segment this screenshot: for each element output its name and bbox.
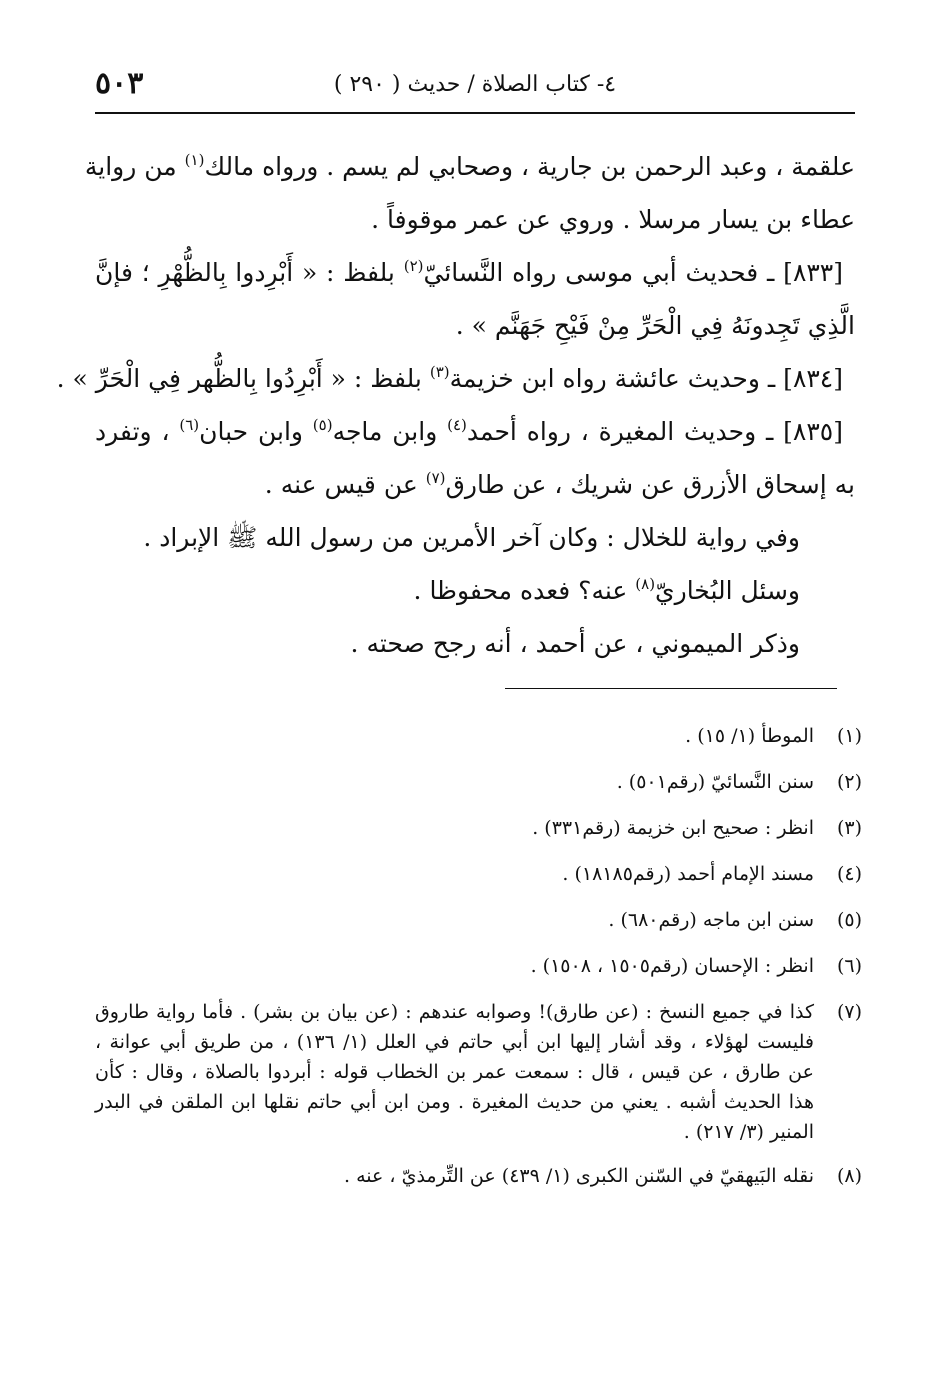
footnote-line: هذا الحديث أشبه . يعني من حديث المغيرة . ومن ابن أبي حاتم نقلها ابن الملقن في البدر xyxy=(95,1091,814,1113)
text-line: [٨٣٥] ـ وحديث المغيرة ، رواه أحمد$^{(٤)}$ وابن ماجه$^{(٥)}$ وابن حبان$^{(٦)}$ ، وتفرد xyxy=(95,416,843,446)
page-number: ٥٠٣ xyxy=(95,66,144,101)
footnote-line: فليست لهؤلاء ، وقد أشار إليها ابن أبي حاتم في العلل (١/ ١٣٦) ، من طريق أبي عوانة ، xyxy=(95,1031,814,1053)
footnote xyxy=(95,989,862,1147)
footnote-text: مسند الإمام أحمد (رقم١٨١٨٥) . xyxy=(562,863,814,885)
footnote xyxy=(95,759,862,805)
text-line: علقمة ، وعبد الرحمن بن جارية ، وصحابي لم يسم . ورواه مالك$^{(١)}$ من رواية xyxy=(84,151,855,181)
footnote xyxy=(95,1153,862,1199)
footnote-text: انظر : صحيح ابن خزيمة (رقم٣٣١) . xyxy=(532,817,814,839)
footnote-number: (٣) xyxy=(836,817,862,839)
footnote-line: المنير (٣/ ٢١٧) . xyxy=(683,1121,814,1143)
footnote-text: نقله البَيهقيّ في السّنن الكبرى (١/ ٤٣٩) عن التِّرمذيّ ، عنه . xyxy=(344,1165,814,1187)
footnote-ref: (٣) xyxy=(429,363,450,381)
footnote-text: انظر : الإحسان (رقم١٥٠٥ ، ١٥٠٨) . xyxy=(530,955,814,977)
text-line: [٨٣٤] ـ وحديث عائشة رواه ابن خزيمة$^{(٣)}$ بلفظ : « أَبْرِدُوا بِالظُّهر فِي الْحَرِّ » . xyxy=(56,363,843,393)
footnote-line: كذا في جميع النسخ : (عن طارق)! وصوابه عندهم : (عن بيان بن بشر) . فأما رواية طاروق xyxy=(95,1001,814,1023)
footnote xyxy=(95,713,862,759)
footnote-ref: (٥) xyxy=(312,416,333,434)
text-line: به إسحاق الأزرق عن شريك ، عن طارق$^{(٧)}$ عن قيس عنه . xyxy=(264,469,855,499)
text-line: وفي رواية للخلال : وكان آخر الأمرين من رسول الله ﷺ الإبراد . xyxy=(143,523,800,552)
text-line: وذكر الميموني ، عن أحمد ، أنه رجح صحته . xyxy=(350,629,800,658)
footnote-number: (٤) xyxy=(836,863,862,885)
footnote-line: عن طارق ، عن قيس ، قال : سمعت عمر بن الخطاب قوله : أبردوا بالصلاة ، وقال : كأن xyxy=(95,1061,814,1083)
text-line: وسئل البُخاريّ$^{(٨)}$ عنه؟ فعده محفوظا . xyxy=(413,575,800,605)
page-header xyxy=(95,62,855,106)
text-line: عطاء بن يسار مرسلا . وروي عن عمر موقوفاً . xyxy=(371,205,855,234)
footnote-text: الموطأ (١/ ١٥) . xyxy=(685,725,814,747)
footnote-ref: (٢) xyxy=(403,257,424,275)
header-divider xyxy=(95,112,855,114)
footnote-ref: (٨) xyxy=(635,575,656,593)
footnote xyxy=(95,897,862,943)
footnote-number: (٨) xyxy=(836,1165,862,1187)
footnote-text: سنن ابن ماجه (رقم٦٨٠) . xyxy=(608,909,814,931)
footnote-number: (٧) xyxy=(836,1001,862,1023)
footnote-text: سنن النَّسائيّ (رقم٥٠١) . xyxy=(616,771,814,793)
footnote xyxy=(95,943,862,989)
footnote-ref: (١) xyxy=(184,151,205,169)
text-line: [٨٣٣] ـ فحديث أبي موسى رواه النَّسائيّ$^{(٢)}$ بلفظ : « أَبْرِدوا بِالظُّهْرِ ؛ فإنَّ xyxy=(95,257,844,287)
footnote-ref: (٤) xyxy=(447,416,467,434)
footnote-ref: (٧) xyxy=(425,469,446,487)
text-line: الَّذِي تَجِدونَهُ فِي الْحَرِّ مِنْ فَيْحِ جَهَنَّم » . xyxy=(455,311,855,340)
footnote xyxy=(95,805,862,851)
footnote xyxy=(95,851,862,897)
footnote-ref: (٦) xyxy=(179,416,200,434)
footnote-number: (٥) xyxy=(836,909,862,931)
footnotes xyxy=(95,713,862,1199)
running-title: ٤- كتاب الصلاة / حديث ( ٢٩٠ ) xyxy=(333,72,617,97)
footnote-divider xyxy=(505,688,837,689)
footnote-number: (١) xyxy=(836,725,862,747)
footnote-text xyxy=(95,997,814,1147)
footnote-number: (٦) xyxy=(836,955,862,977)
main-text xyxy=(56,140,855,670)
footnote-number: (٢) xyxy=(836,771,862,793)
